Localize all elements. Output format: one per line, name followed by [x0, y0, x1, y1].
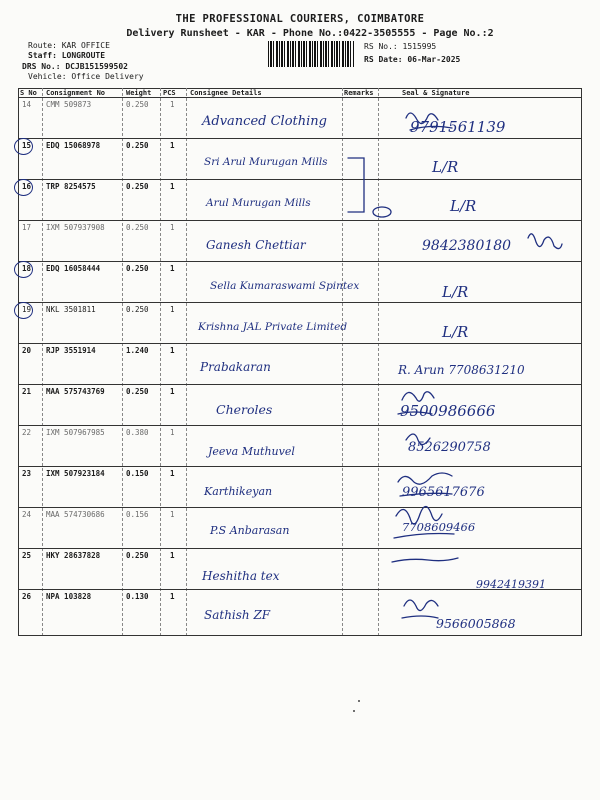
row-pcs: 1 [170, 264, 175, 273]
signature-mark [392, 558, 458, 562]
row-weight: 0.250 [126, 551, 149, 560]
row-pcs: 1 [170, 551, 175, 560]
row-sno: 18 [22, 264, 32, 273]
row-pcs: 1 [170, 141, 175, 150]
row-pcs: 1 [170, 469, 175, 478]
col-header-consignee: Consignee Details [190, 89, 262, 97]
row-consignee: Jeeva Muthuvel [208, 445, 295, 458]
row-weight: 0.150 [126, 469, 149, 478]
row-consignment: IXM 507923184 [46, 469, 105, 478]
row-weight: 0.250 [126, 305, 149, 314]
row-weight: 0.250 [126, 182, 149, 191]
signature-mark [528, 234, 562, 249]
row-weight: 0.156 [126, 510, 149, 519]
signature-mark [398, 392, 434, 414]
row-consignment: RJP 3551914 [46, 346, 96, 355]
row-sno: 19 [22, 305, 32, 314]
row-pcs: 1 [170, 305, 175, 314]
row-seal: R. Arun 7708631210 [398, 363, 525, 377]
row-consignee: Prabakaran [200, 360, 271, 374]
col-header-weight: Weight [126, 89, 152, 97]
signature-mark [406, 113, 452, 130]
row-sno: 25 [22, 551, 32, 560]
col-header-consignment: Consignment No [46, 89, 106, 97]
row-weight: 0.250 [126, 141, 149, 150]
col-header-remarks: Remarks [344, 89, 374, 97]
row-consignment: IXM 507967985 [46, 428, 105, 437]
row-consignee: Cheroles [216, 402, 273, 417]
row-consignment: TRP 8254575 [46, 182, 96, 191]
row-seal: 9965617676 [402, 485, 485, 500]
row-consignee: Sella Kumaraswami Spintex [210, 280, 360, 292]
row-consignee: Karthikeyan [204, 485, 273, 498]
row-seal: L/R [442, 283, 469, 301]
row-sno: 21 [22, 387, 32, 396]
rs-date: RS Date: 06-Mar-2025 [364, 55, 461, 64]
row-pcs: 1 [170, 182, 175, 191]
row-consignment: EDQ 16058444 [46, 264, 101, 273]
stray-mark [353, 710, 355, 712]
row-consignee: Advanced Clothing [202, 114, 327, 129]
signature-mark [394, 506, 454, 538]
barcode [268, 41, 354, 67]
drs-number: DRS No.: DCJB151599502 [22, 62, 128, 71]
row-sno: 17 [22, 223, 32, 232]
signature-mark [406, 434, 430, 445]
stray-mark [358, 700, 360, 702]
company-title: THE PROFESSIONAL COURIERS, COIMBATORE [175, 13, 425, 25]
row-consignee: Sri Arul Murugan Mills [204, 156, 328, 168]
row-pcs: 1 [170, 592, 175, 601]
row-seal: 8526290758 [408, 440, 491, 455]
row-consignment: NPA 103828 [46, 592, 92, 601]
signature-mark [402, 600, 438, 618]
row-consignment: CMM 509873 [46, 100, 92, 109]
row-sno: 26 [22, 592, 32, 601]
row-consignee: P.S Anbarasan [210, 524, 290, 537]
row-pcs: 1 [170, 428, 175, 437]
col-header-pcs: PCS [163, 89, 176, 97]
row-consignee: Arul Murugan Mills [206, 197, 311, 209]
row-seal: 9942419391 [476, 578, 546, 591]
runsheet-table [18, 88, 582, 636]
row-consignment: EDQ 15068978 [46, 141, 101, 150]
row-weight: 0.250 [126, 223, 149, 232]
row-seal: L/R [442, 323, 469, 341]
col-header-sno: S No [20, 89, 37, 97]
row-pcs: 1 [170, 387, 175, 396]
row-pcs: 1 [170, 346, 175, 355]
row-sno: 16 [22, 182, 32, 191]
row-weight: 0.250 [126, 264, 149, 273]
row-consignment: MAA 575743769 [46, 387, 105, 396]
row-seal: 9500986666 [400, 402, 496, 420]
handwritten-marks [18, 88, 582, 636]
row-sno: 23 [22, 469, 32, 478]
col-header-seal: Seal & Signature [402, 89, 470, 97]
row-weight: 1.240 [126, 346, 149, 355]
signature-mark [398, 473, 452, 496]
row-pcs: 1 [170, 223, 175, 232]
row-weight: 0.380 [126, 428, 149, 437]
row-consignment: MAA 574730686 [46, 510, 105, 519]
rs-number: RS No.: 1515995 [364, 42, 437, 51]
scribble-mark [373, 207, 391, 217]
row-consignee: Krishna JAL Private Limited [198, 321, 348, 333]
row-consignee: Heshitha tex [202, 569, 280, 583]
row-consignment: HKY 28637828 [46, 551, 101, 560]
row-consignee: Ganesh Chettiar [206, 238, 306, 252]
row-sno: 14 [22, 100, 32, 109]
row-consignee: Sathish ZF [204, 608, 271, 622]
row-weight: 0.250 [126, 100, 149, 109]
row-sno: 22 [22, 428, 32, 437]
row-seal: L/R [432, 158, 459, 176]
bracket-mark [348, 158, 364, 212]
runsheet-subtitle: Delivery Runsheet - KAR - Phone No.:0422-3505555 - Page No.:2 [126, 28, 494, 39]
row-sno: 15 [22, 141, 32, 150]
row-weight: 0.250 [126, 387, 149, 396]
row-consignment: IXM 507937908 [46, 223, 105, 232]
row-seal: 7708609466 [402, 520, 476, 534]
row-sno: 20 [22, 346, 32, 355]
row-sno: 24 [22, 510, 32, 519]
row-seal: L/R [450, 197, 477, 215]
row-seal: 9566005868 [436, 616, 516, 631]
row-weight: 0.130 [126, 592, 149, 601]
row-consignment: NKL 3501811 [46, 305, 96, 314]
route-label: Route: KAR OFFICE [28, 41, 110, 50]
row-pcs: 1 [170, 100, 175, 109]
row-pcs: 1 [170, 510, 175, 519]
vehicle-label: Vehicle: Office Delivery [28, 72, 144, 81]
row-seal: 9791561139 [410, 118, 506, 136]
staff-label: Staff: LONGROUTE [28, 51, 106, 60]
row-seal: 9842380180 [422, 238, 512, 254]
